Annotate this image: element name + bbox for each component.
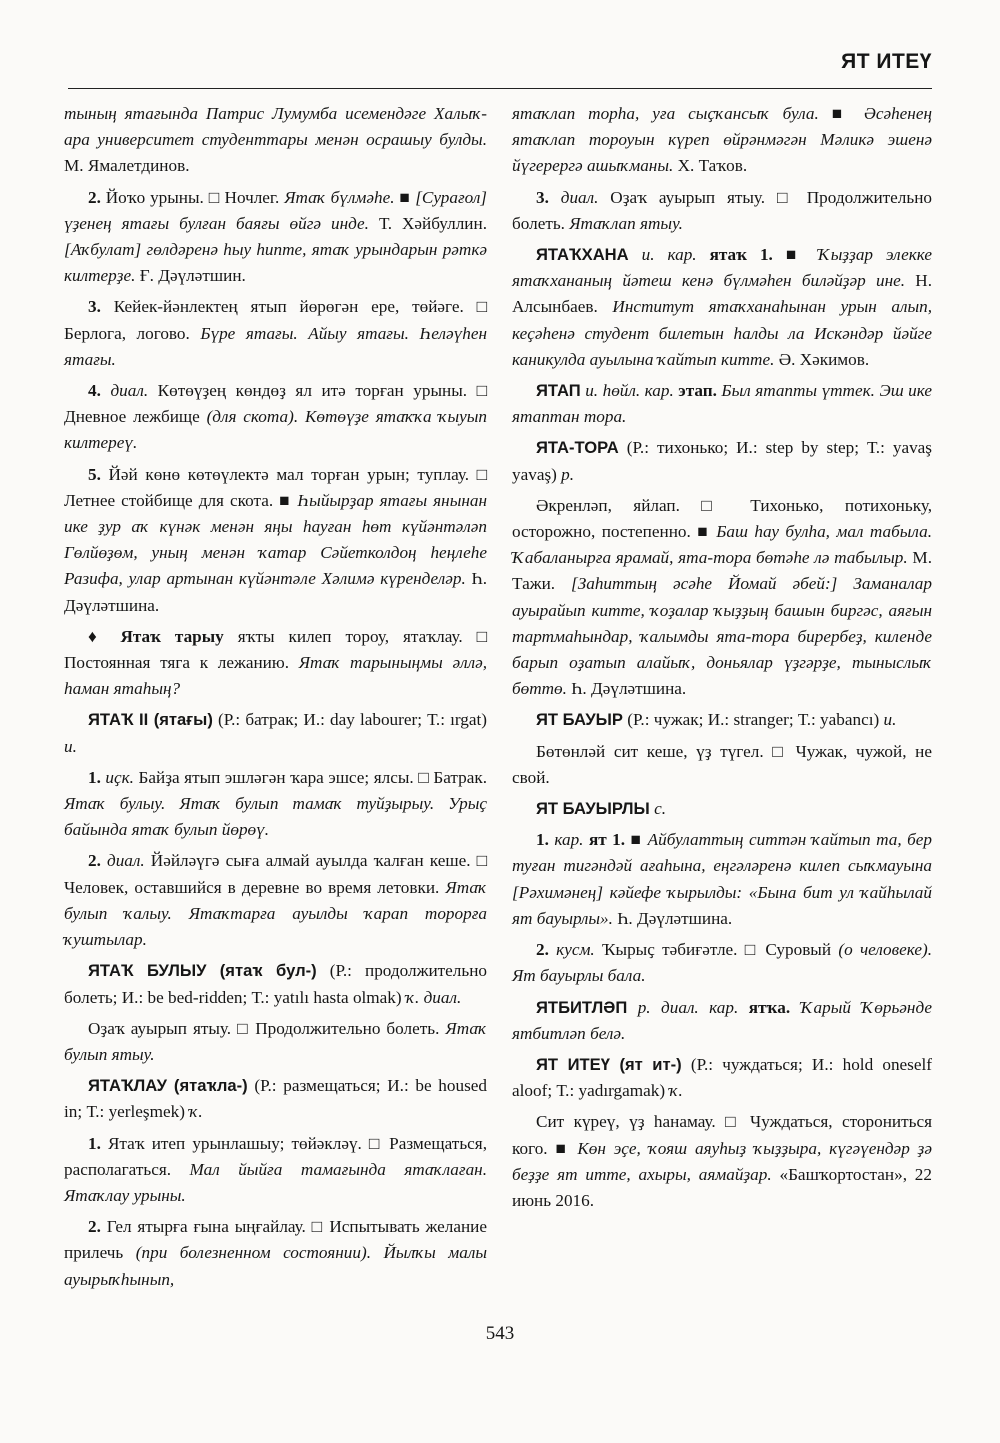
example-marker: ■	[690, 522, 717, 542]
headword-entry: ЯТАП и. һөйл. кар. этап. Был ятапты үттек. Эш ике ятаптан тора.	[512, 381, 932, 427]
sense-3: 3. Кейек-йәнлектең ятып йөрөгән ере, төйәге. □ Берлога, логово. Бүре ятағы. Айыу ятағы. Һеләүһен ятағы.	[64, 297, 487, 369]
sense-1: 1. иҫк. Байҙа ятып эшләгән ҡара эшсе; ялсы. □ Батрак. Ятаҡ булыу. Ятаҡ булып тамаҡ туйҙырыу. Урыҫ байында ятаҡ булып йөрөү.	[64, 767, 487, 840]
left-column	[64, 101, 487, 1298]
headword: ЯТА-ТОРА	[536, 438, 619, 458]
headword: ЯТ БАУЫРЛЫ	[536, 799, 650, 819]
example-marker: ■	[273, 490, 298, 510]
headword: ЯТБИТЛӘП	[536, 997, 628, 1017]
sense-2: 2. Гел ятырға ғына ыңғайлау. □ Испытывать желание прилечь (при болезненном состоянии). Йылҡы малы ауырыҡһынып,	[64, 1217, 487, 1289]
headword-entry: ЯТАҠ БУЛЫУ (ятаҡ бул-) (Р.: продолжительно болеть; И.: be bed-ridden; Т.: yatılı hasta olmak) ҡ. диал.	[64, 961, 487, 1007]
sense-5: 5. Йәй көнө көтөүлектә мал торған урын; туплау. □ Летнее стойбище для скота. ■ Һыйырҙар ятағы янынан ике ҙур аҡ күнәк менән яңы һауған һөт күйәнтәләп Гөлйөҙөм, уның менән ҡатар Сәйетколдоң һеңлеһе Разифа, улар артынан күйәнтәле Хәлимә күренделәр. Һ. Дәүләтшина.	[64, 464, 487, 615]
running-head: ЯТ ИТЕҮ	[841, 50, 932, 73]
sense-1: 1. кар. ят 1. ■ Айбулаттың ситтән ҡайтып та, бер туған тигәндәй ағаһына, еңгәләренә килеп сыҡмауына [Рәхимәнең] кәйефе ҡырылды: «Бына бит ул ҡайһылай ят бауырлы». Һ. Дәүләтшина.	[512, 830, 932, 928]
headword: ЯТАҠ II (ятағы)	[88, 710, 213, 730]
headword-entry: ЯТАҠЛАУ (ятаҡла-) (Р.: размещаться; И.: be housed in; Т.: yerleşmek) ҡ.	[64, 1076, 487, 1122]
headword: ЯТАҠЛАУ (ятаҡла-)	[88, 1076, 248, 1096]
definition: Бөтөнләй сит кеше, үҙ түгел. □ Чужак, чужой, не свой.	[512, 741, 932, 787]
definition: Сит күреү, үҙ һанамау. □ Чуждаться, сторониться кого. ■ Көн эҫе, ҡояш аяуһыҙ ҡыҙҙыра, күгәүендәр ҙә беҙҙе ят итте, ахыры, аямайҙар. «Башҡортостан», 22 июнь 2016.	[512, 1112, 932, 1210]
example-marker: ■	[394, 187, 416, 207]
sense-1: 1. Ятаҡ итеп урынлашыу; төйәкләү. □ Размещаться, располагаться. Мал йыйға тамағында ятаҡлаған. Ятаҡлау урыны.	[64, 1133, 487, 1205]
phraseology: ♦ Ятаҡ тарыу яҡты килеп тороу, ятаҡлау. □ Постоянная тяга к лежанию. Ятаҡ тарыныңмы әллә, һаман ятаһың?	[64, 626, 488, 699]
headword-entry: ЯТА-ТОРА (Р.: тихонько; И.: step by step; Т.: yavaş yavaş) р.	[512, 438, 932, 484]
example-marker: ■	[818, 104, 864, 123]
entry-continuation: тының ятағында Патрис Лумумба исемендәге Халыҡ-ара университет студенттары менән осрашыу булды. М. Ямалетдинов.	[64, 104, 487, 176]
headword-entry: ЯТАҠ II (ятағы) (Р.: батрак; И.: day labourer; Т.: ırgat) и.	[64, 710, 487, 756]
sense-2: 2. диал. Йәйләүгә сыға алмай ауылда ҡалған кеше. □ Человек, оставшийся в деревне во время летовки. Ятаҡ булып ҡалыу. Ятаҡтарға ауылды ҡарап торорға ҡуштылар.	[64, 851, 487, 950]
headword-entry: ЯТ ИТЕҮ (ят ит-) (Р.: чуждаться; И.: hold oneself aloof; Т.: yadırgamak) ҡ.	[512, 1054, 932, 1101]
sense-2: 2. Йоҡо урыны. □ Ночлег. Ятаҡ бүлмәһе. ■ [Сурағол] үҙенең ятағы булған баяғы өйгә инде. Т. Хәйбуллин. [Аҡбулат] гөлдәренә һыу һипте, ятаҡ урындарын рәткә килтерҙе. Ғ. Дәүләтшин.	[64, 187, 487, 286]
example-marker: ■	[625, 830, 648, 850]
sense-4: 4. диал. Көтөүҙең көндөҙ ял итә торған урыны. □ Дневное лежбище (для скота). Көтөүҙе ятаҡҡа ҡыуып килтереү.	[64, 381, 487, 453]
example-marker: ■	[547, 1138, 578, 1158]
diamond-icon: ♦	[88, 626, 121, 646]
right-column	[512, 101, 932, 1219]
headword: ЯТАҠ БУЛЫУ (ятаҡ бул-)	[88, 961, 317, 981]
page-number: 543	[485, 1323, 515, 1344]
sense-2: 2. кусм. Ҡырыҫ тәбиғәтле. □ Суровый (о человеке). Ят бауырлы бала.	[512, 940, 932, 986]
sense-3: 3. диал. Оҙаҡ ауырып ятыу. □ Продолжительно болеть. Ятаҡлап ятыу.	[512, 187, 932, 233]
definition: Әкренләп, яйлап. □ Тихонько, потихоньку, осторожно, постепенно. ■ Баш һау булһа, мал табыла. Ҡабаланырға ярамай, ята-тора бөтәһе лә табылыр. М. Тажи. [Заһиттың әсәһе Йомай әбей:] Заманалар ауырайып китте, ҡоҙалар ҡыҙҙың башын биргәс, аяғын тартмаһындар, ҡалымды ята-тора бирербеҙ, киленде барып оҙатып алайыҡ, доньялар үҙгәрҙе, тыныслыҡ бөттө. Һ. Дәүләтшина.	[512, 495, 932, 699]
headword: ЯТАП	[536, 381, 581, 401]
header-rule	[68, 88, 932, 89]
headword: ЯТ ИТЕҮ (ят ит-)	[536, 1054, 682, 1074]
headword-entry: ЯТ БАУЫР (Р.: чужак; И.: stranger; Т.: yabancı) и.	[536, 710, 897, 730]
headword-entry: ЯТАҠХАНА и. кар. ятаҡ 1. ■ Ҡыҙҙар элекке ятаҡхананың йәтеш кенә бүлмәһен биләйҙәр ине. Н. Алсынбаев. Институт ятаҡханаһынан урын алып, кеҫәһенә студент билетын һалды ла Искәндәр йәйге каникулда ауылына ҡайтып китте. Ә. Хәкимов.	[512, 245, 933, 369]
headword-entry: ЯТБИТЛӘП р. диал. кар. ятҡа. Ҡарый Ҡөрьәнде ятбитләп белә.	[512, 997, 932, 1043]
entry-continuation: ятаҡлап торһа, уға сыҫҡансыҡ була. ■ Әсәһенең ятаҡлап тороуын күреп өйрәнмәгән Мәликә эшенә йүгерергә ашыҡманы. Х. Таҡов.	[512, 104, 932, 176]
example-marker: ■	[772, 245, 818, 265]
headword-entry: ЯТ БАУЫРЛЫ с.	[536, 799, 667, 819]
headword: ЯТАҠХАНА	[536, 245, 629, 265]
definition: Оҙаҡ ауырып ятыу. □ Продолжительно болеть. Ятаҡ булып ятыу.	[64, 1018, 487, 1064]
headword: ЯТ БАУЫР	[536, 710, 623, 730]
